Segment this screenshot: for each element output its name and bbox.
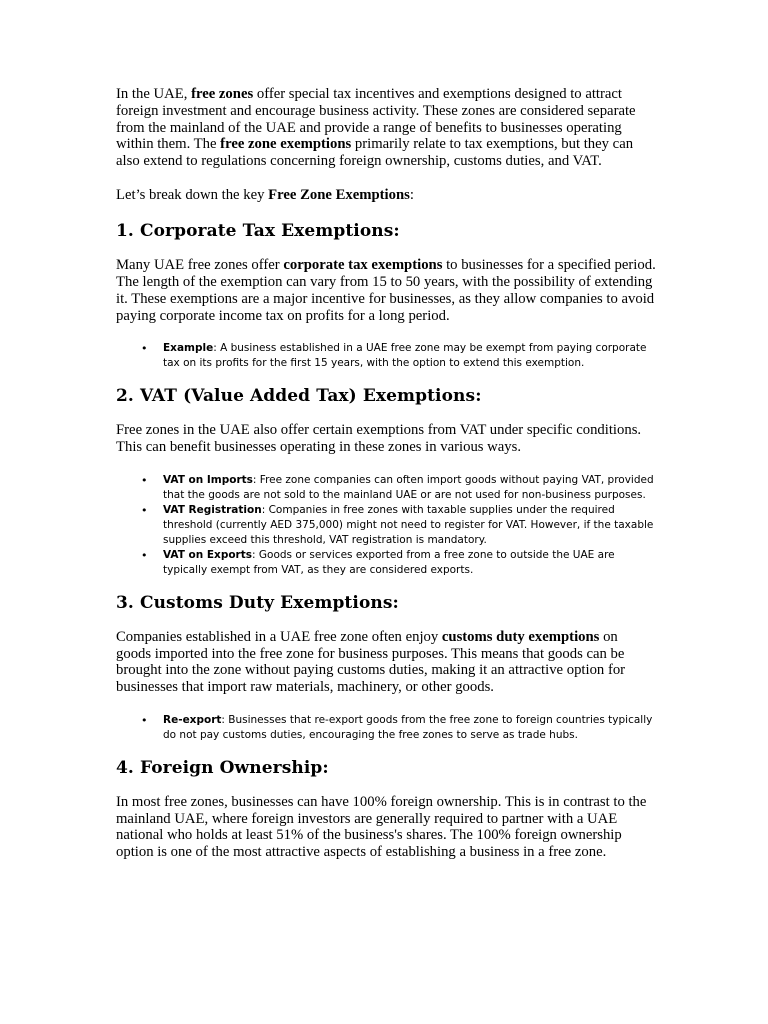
text-run: In the UAE, <box>116 86 192 102</box>
bullet-icon: • <box>141 713 148 727</box>
text-run: primarily relate to tax exemptions, but they can also extend to regulations concerning foreign ownership, customs duties, and VAT. <box>116 136 634 170</box>
bullet-text: : Businesses that re-export goods from the free zone to foreign countries typically do not pay customs duties, encouraging the free zones to serve as trade hubs. <box>163 713 653 741</box>
text-run: Free zones in the UAE also offer certain exemptions from VAT under specific conditions. This can benefit businesses operating in these zones in various ways. <box>116 422 642 456</box>
bold-term: customs duty exemptions <box>441 628 600 645</box>
bold-term: free zones <box>191 86 254 102</box>
text-run: In most free zones, businesses can have 100% foreign ownership. This is in contrast to the mainland UAE, where foreign investors are generally required to partner with a UAE national who holds at least 51% of the business's shares. The 100% foreign ownership option is one of the most attractive aspects of establishing a business in a free zone. <box>116 793 647 861</box>
text-run: offer special tax incentives and exemptions designed to attract foreign investment and encourage business activity. These zones are considered separate from the mainland of the UAE and provide a range of benefits to businesses operating within them. The <box>116 86 636 153</box>
bullet-icon: • <box>141 503 148 517</box>
section-paragraph <box>116 794 656 861</box>
bullet-icon: • <box>141 473 148 487</box>
section-heading-foreign-ownership: 4. Foreign Ownership: <box>116 757 329 778</box>
bold-term: Free Zone Exemptions <box>268 186 410 203</box>
bullet-text: : A business established in a UAE free zone may be exempt from paying corporate tax on its profits for the first 15 years, with the option to extend this exemption. <box>163 342 647 370</box>
bullet-term: VAT Registration <box>163 503 262 516</box>
section-heading-corporate-tax: 1. Corporate Tax Exemptions: <box>116 221 400 242</box>
section-heading-customs-duty: 3. Customs Duty Exemptions: <box>116 592 399 613</box>
bullet-icon: • <box>141 342 148 356</box>
text-run: Companies established in a UAE free zone often enjoy <box>116 628 442 645</box>
text-run: to businesses for a specified period. The length of the exemption can vary from 15 to 50 years, with the possibility of extending it. These exemptions are a major incentive for businesses, as they allow companies to avoid paying corporate income tax on profits for a long period. <box>116 257 656 324</box>
bullet-text: : Free zone companies can often import goods without paying VAT, provided that the goods are not sold to the mainland UAE or are not used for non-business purposes. <box>163 473 654 501</box>
bold-term: free zone exemptions <box>220 136 352 153</box>
text-run: Many UAE free zones offer <box>116 257 284 274</box>
section-paragraph <box>116 257 656 324</box>
bullet-term: VAT on Exports <box>163 548 253 561</box>
bullet-list <box>116 713 656 743</box>
bullet-term: Example <box>163 342 214 355</box>
section-paragraph <box>116 629 656 696</box>
list-item <box>116 548 656 578</box>
bullet-term: Re-export <box>163 713 222 726</box>
intro-paragraph <box>116 86 656 170</box>
bullet-term: VAT on Imports <box>163 473 253 486</box>
list-item <box>116 503 656 548</box>
text-run: Let’s break down the key <box>116 186 269 203</box>
bullet-list <box>116 473 656 578</box>
breakdown-paragraph <box>116 187 656 204</box>
bold-term: corporate tax exemptions <box>283 257 443 274</box>
document-body <box>116 86 656 878</box>
text-run: : <box>409 186 414 203</box>
section-heading-vat: 2. VAT (Value Added Tax) Exemptions: <box>116 386 482 407</box>
bullet-list <box>116 341 656 371</box>
list-item <box>116 341 656 371</box>
bullet-text: : Companies in free zones with taxable supplies under the required threshold (currently AED 375,000) might not need to register for VAT. However, if the taxable supplies exceed this threshold, VAT registration is mandatory. <box>163 503 654 546</box>
list-item <box>116 473 656 503</box>
list-item <box>116 713 656 743</box>
bullet-text: : Goods or services exported from a free zone to outside the UAE are typically exempt from VAT, as they are considered exports. <box>163 548 615 576</box>
section-paragraph <box>116 422 656 456</box>
bullet-icon: • <box>141 548 148 562</box>
text-run: on goods imported into the free zone for business purposes. This means that goods can be brought into the zone without paying customs duties, making it an attractive option for businesses that import raw materials, machinery, or other goods. <box>116 628 626 696</box>
